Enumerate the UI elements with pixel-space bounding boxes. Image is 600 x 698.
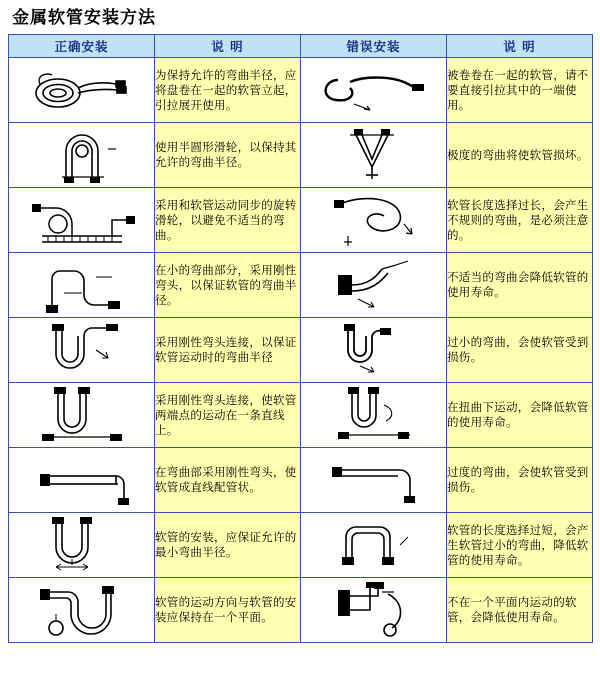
figure-wrong-sharp-vee-bend-pulley	[301, 123, 447, 188]
installation-methods-table	[8, 34, 593, 643]
figure-correct-rigid-elbow-small-bend	[9, 253, 155, 318]
table-row	[9, 448, 593, 513]
note-wrong: 在扭曲下运动，会降低软管的使用寿命。	[447, 383, 593, 448]
note-correct: 在弯曲部采用刚性弯头，使软管成直线配管状。	[155, 448, 301, 513]
table-row	[9, 253, 593, 318]
note-correct: 采用和软管运动同步的旋转滑轮，以避免不适当的弯曲。	[155, 188, 301, 253]
table-row	[9, 318, 593, 383]
figure-correct-motion-direction-same-plane	[9, 578, 155, 643]
figure-correct-minimum-bend-radius-u	[9, 513, 155, 578]
table-row	[9, 513, 593, 578]
figure-wrong-coiled-hose-pulled-one-end	[301, 58, 447, 123]
note-wrong: 不适当的弯曲会降低软管的使用寿命。	[447, 253, 593, 318]
header-correct-install: 正确安装	[9, 35, 155, 58]
note-wrong: 不在一个平面内运动的软管，会降低使用寿命。	[447, 578, 593, 643]
figure-wrong-overlong-hose-irregular-bend	[301, 188, 447, 253]
note-correct: 采用刚性弯头连接，使软管两端点的运动在一条直线上。	[155, 383, 301, 448]
note-correct: 在小的弯曲部分，采用刚性弯头，以保证软管的弯曲半径。	[155, 253, 301, 318]
header-wrong-note: 说 明	[447, 35, 593, 58]
table-row	[9, 578, 593, 643]
note-wrong: 极度的弯曲将使软管损坏。	[447, 123, 593, 188]
note-wrong: 软管长度选择过长，会产生不规则的弯曲，是必须注意的。	[447, 188, 593, 253]
figure-correct-rotating-pulley-with-chain	[9, 188, 155, 253]
note-wrong: 过小的弯曲，会使软管受到损伤。	[447, 318, 593, 383]
note-wrong: 过度的弯曲，会使软管受到损伤。	[447, 448, 593, 513]
table-header-row	[9, 35, 593, 58]
figure-correct-rigid-elbow-u-loop-motion	[9, 318, 155, 383]
header-correct-note: 说 明	[155, 35, 301, 58]
table-row	[9, 188, 593, 253]
header-wrong-install: 错误安装	[301, 35, 447, 58]
figure-correct-semicircular-pulley-loop	[9, 123, 155, 188]
figure-correct-straight-pipe-with-elbow	[9, 448, 155, 513]
table-row	[9, 383, 593, 448]
note-wrong: 被卷卷在一起的软管，请不要直接引拉其中的一端使用。	[447, 58, 593, 123]
table-body	[9, 58, 593, 643]
table-row	[9, 123, 593, 188]
table-row	[9, 58, 593, 123]
note-correct: 软管的安装，应保证允许的最小弯曲半径。	[155, 513, 301, 578]
figure-wrong-improper-tight-bend-fitting	[301, 253, 447, 318]
figure-wrong-motion-out-of-plane	[301, 578, 447, 643]
figure-wrong-excessive-bend-straight-run	[301, 448, 447, 513]
note-correct: 软管的运动方向与软管的安装应保持在一个平面。	[155, 578, 301, 643]
figure-wrong-overlong-hose-small-bend	[301, 513, 447, 578]
page-title: 金属软管安装方法	[12, 8, 156, 28]
note-correct: 采用刚性弯头连接，以保证软管运动时的弯曲半径	[155, 318, 301, 383]
note-correct: 使用半圆形滑轮，以保持其允许的弯曲半径。	[155, 123, 301, 188]
figure-wrong-too-small-bend-radius-loop	[301, 318, 447, 383]
figure-wrong-twisted-u-bend-motion	[301, 383, 447, 448]
figure-correct-rigid-elbows-straight-line-ends	[9, 383, 155, 448]
note-wrong: 软管的长度选择过短，会产生软管过小的弯曲，降低软管的使用寿命。	[447, 513, 593, 578]
note-correct: 为保持允许的弯曲半径，应将盘卷在一起的软管立起，引拉展开使用。	[155, 58, 301, 123]
figure-correct-coiled-hose-flat-reel	[9, 58, 155, 123]
